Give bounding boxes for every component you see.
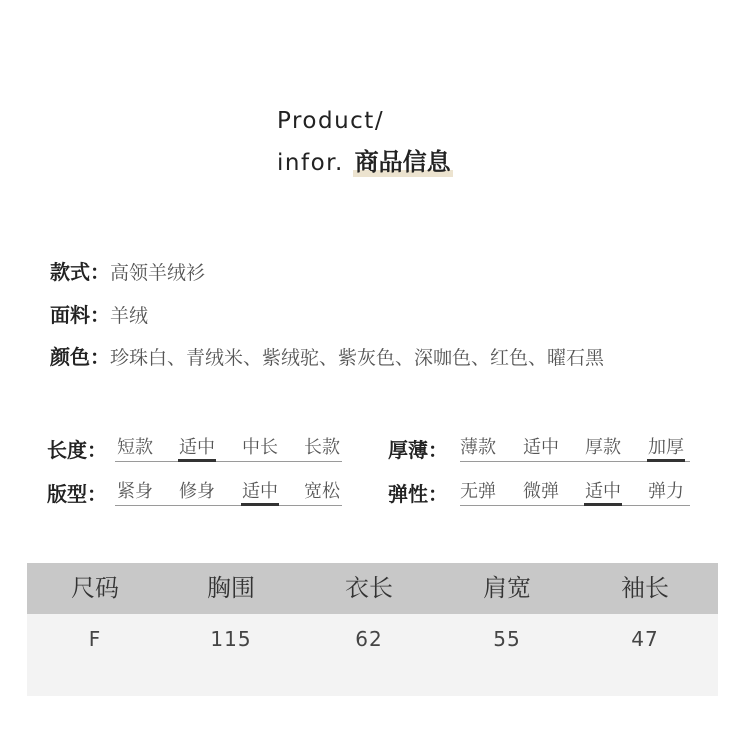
attr-label-length: 长度：: [47, 438, 107, 462]
info-label: 面料：: [50, 303, 110, 327]
attr-option: 宽松: [304, 481, 340, 502]
size-table: [27, 563, 718, 696]
attr-option: 薄款: [460, 437, 496, 458]
attr-option-selected: 适中: [179, 437, 215, 458]
header-title-cn: 商品信息: [353, 142, 453, 177]
attr-scale-fit: [115, 481, 342, 506]
attr-option: 长款: [304, 437, 340, 458]
attr-label-fit: 版型：: [47, 482, 107, 506]
attr-option-selected: 适中: [242, 481, 278, 502]
table-row: [27, 614, 718, 696]
table-cell: 62: [355, 627, 383, 651]
table-header-cell: 袖长: [621, 574, 669, 602]
info-value: 羊绒: [110, 305, 149, 327]
attr-label-thickness: 厚薄：: [388, 438, 448, 462]
table-cell: F: [88, 627, 102, 651]
table-header-cell: 肩宽: [483, 574, 531, 602]
attr-option-selected: 加厚: [648, 437, 684, 458]
attr-scale-elasticity: [460, 481, 690, 506]
info-row-style: [50, 256, 205, 285]
info-label: 款式：: [50, 260, 110, 284]
header-title-en-infor: infor.: [277, 150, 344, 176]
attr-scale-thickness: [460, 437, 690, 462]
attr-option: 微弹: [523, 481, 559, 502]
attr-scale-length: [115, 437, 342, 462]
size-table-header: [27, 563, 718, 614]
attr-option: 短款: [117, 437, 153, 458]
attr-label-elasticity: 弹性：: [388, 482, 448, 506]
info-row-color: [50, 341, 604, 370]
table-header-cell: 尺码: [71, 574, 119, 602]
table-header-cell: 衣长: [345, 574, 393, 602]
attr-option: 弹力: [648, 481, 684, 502]
table-header-cell: 胸围: [207, 574, 255, 602]
header-title-line2: [277, 142, 453, 177]
info-value: 高领羊绒衫: [110, 262, 206, 284]
attr-option: 紧身: [117, 481, 153, 502]
info-label: 颜色：: [50, 345, 110, 369]
attr-option: 修身: [179, 481, 215, 502]
attr-option: 适中: [523, 437, 559, 458]
table-cell: 47: [631, 627, 659, 651]
attr-option: 厚款: [585, 437, 621, 458]
header-title-en: Product/: [277, 108, 385, 134]
table-cell: 55: [493, 627, 521, 651]
info-value: 珍珠白、青绒米、紫绒驼、紫灰色、深咖色、红色、曜石黑: [110, 347, 605, 369]
attr-option: 中长: [242, 437, 278, 458]
attr-option: 无弹: [460, 481, 496, 502]
table-cell: 115: [210, 627, 252, 651]
attr-option-selected: 适中: [585, 481, 621, 502]
info-row-fabric: [50, 299, 148, 328]
